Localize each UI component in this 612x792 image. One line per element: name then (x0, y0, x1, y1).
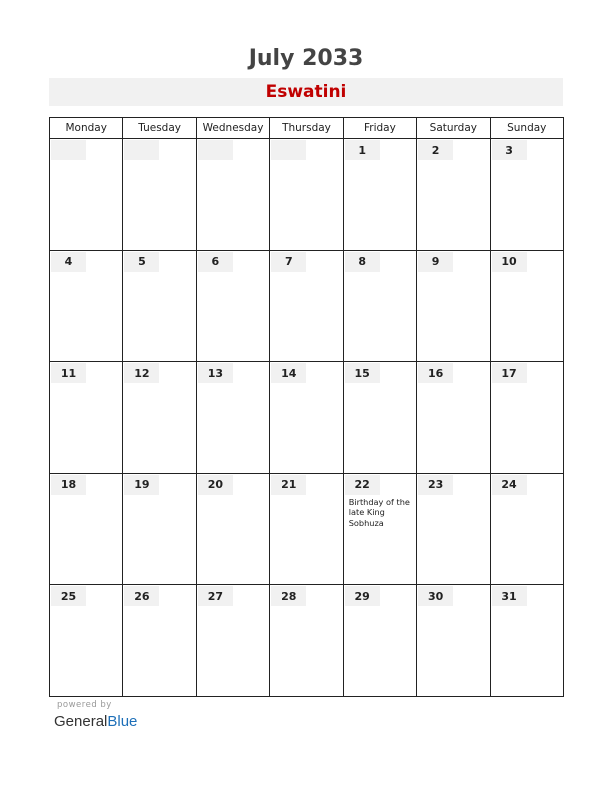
date-number: 9 (418, 252, 453, 272)
calendar-title: July 2033 (248, 46, 364, 71)
date-number (271, 140, 306, 160)
calendar-week-row (50, 585, 564, 697)
day-cell (270, 362, 343, 474)
day-cell (50, 362, 123, 474)
day-cell (50, 139, 123, 251)
day-cell (490, 362, 563, 474)
day-cell (490, 585, 563, 697)
date-number: 21 (271, 475, 306, 495)
day-cell (196, 362, 269, 474)
date-number (51, 140, 86, 160)
date-number: 7 (271, 252, 306, 272)
date-number: 3 (492, 140, 527, 160)
day-cell (417, 585, 490, 697)
brand-blue: Blue (107, 713, 138, 730)
day-cell (343, 139, 416, 251)
date-number: 4 (51, 252, 86, 272)
date-number: 30 (418, 586, 453, 606)
calendar-week-row (50, 139, 564, 251)
day-cell (270, 473, 343, 585)
brand-general: General (54, 713, 108, 730)
date-number: 1 (345, 140, 380, 160)
weekday-header: Tuesday (123, 118, 196, 139)
date-number: 2 (418, 140, 453, 160)
date-number: 20 (198, 475, 233, 495)
day-cell (196, 473, 269, 585)
day-cell (343, 250, 416, 362)
date-number: 18 (51, 475, 86, 495)
weekday-header: Sunday (490, 118, 563, 139)
date-number: 26 (124, 586, 159, 606)
calendar-week-row (50, 473, 564, 585)
date-number (198, 140, 233, 160)
date-number: 19 (124, 475, 159, 495)
holiday-event: Birthday of the late King Sobhuza (348, 496, 410, 528)
date-number: 8 (345, 252, 380, 272)
date-number: 16 (418, 363, 453, 383)
day-cell (490, 139, 563, 251)
date-number: 24 (492, 475, 527, 495)
calendar-week-row (50, 250, 564, 362)
date-number: 15 (345, 363, 380, 383)
date-number: 5 (124, 252, 159, 272)
day-cell (50, 585, 123, 697)
date-number: 11 (51, 363, 86, 383)
date-number: 13 (198, 363, 233, 383)
day-cell (50, 473, 123, 585)
date-number: 23 (418, 475, 453, 495)
day-cell (270, 139, 343, 251)
date-number: 25 (51, 586, 86, 606)
day-cell (343, 362, 416, 474)
date-number: 29 (345, 586, 380, 606)
calendar-week-row (50, 362, 564, 474)
date-number: 28 (271, 586, 306, 606)
day-cell (196, 585, 269, 697)
weekday-header: Wednesday (196, 118, 269, 139)
day-cell (490, 473, 563, 585)
generalblue-logo[interactable] (54, 713, 137, 730)
day-cell (50, 250, 123, 362)
date-number: 12 (124, 363, 159, 383)
powered-by-label: powered by (57, 700, 112, 710)
date-number: 14 (271, 363, 306, 383)
day-cell (417, 473, 490, 585)
day-cell (343, 585, 416, 697)
day-cell (417, 250, 490, 362)
day-cell (417, 139, 490, 251)
day-cell (490, 250, 563, 362)
day-cell (196, 139, 269, 251)
date-number: 17 (492, 363, 527, 383)
weekday-header: Thursday (270, 118, 343, 139)
day-cell (270, 585, 343, 697)
weekday-header: Saturday (417, 118, 490, 139)
day-cell (123, 362, 196, 474)
date-number: 6 (198, 252, 233, 272)
day-cell (123, 250, 196, 362)
date-number: 22 (345, 475, 380, 495)
weekday-header: Monday (50, 118, 123, 139)
day-cell (123, 139, 196, 251)
date-number: 10 (492, 252, 527, 272)
day-cell (270, 250, 343, 362)
date-number: 31 (492, 586, 527, 606)
country-name: Eswatini (49, 78, 563, 106)
day-cell (196, 250, 269, 362)
day-cell (123, 473, 196, 585)
date-number: 27 (198, 586, 233, 606)
day-cell (343, 473, 416, 585)
day-cell (417, 362, 490, 474)
calendar-grid (49, 117, 564, 697)
date-number (124, 140, 159, 160)
weekday-header-row (50, 118, 564, 139)
weekday-header: Friday (343, 118, 416, 139)
day-cell (123, 585, 196, 697)
